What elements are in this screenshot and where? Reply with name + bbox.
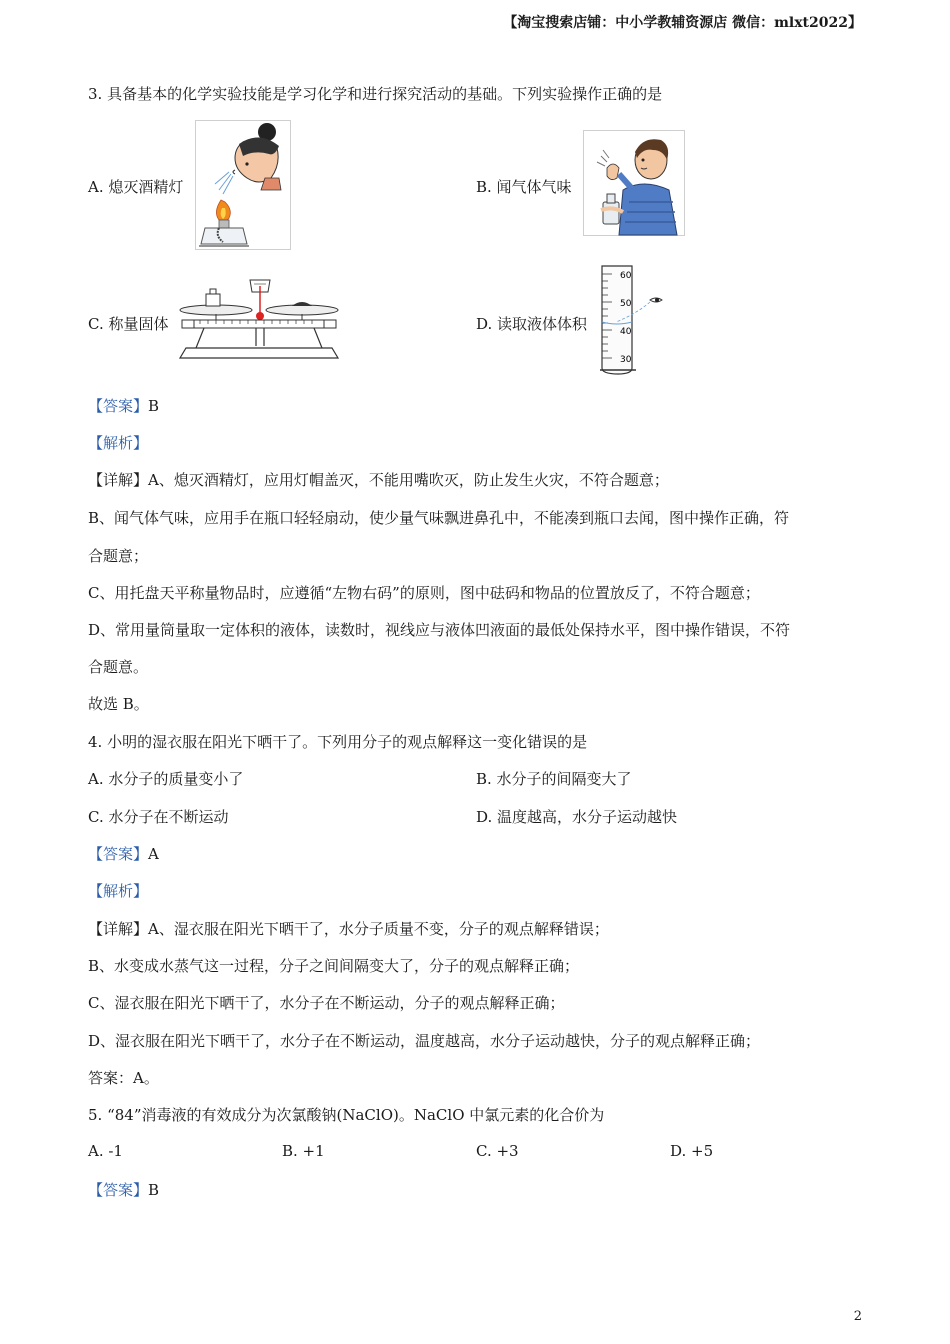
q5-option-c: C. +3 bbox=[476, 1142, 519, 1160]
q3-conclusion: 故选 B。 bbox=[88, 695, 149, 713]
alcohol-lamp-illustration bbox=[195, 120, 291, 250]
q3-detail-line-1 bbox=[88, 469, 669, 490]
cylinder-tick-40: 40 bbox=[620, 327, 632, 337]
q3-option-a: A. 熄灭酒精灯 bbox=[88, 178, 184, 196]
q3-explanation-c: C、用托盘天平称量物品时，应遵循“左物右码”的原则，图中砝码和物品的位置放反了，不符合题意； bbox=[88, 584, 760, 602]
q5-option-d: D. +5 bbox=[670, 1142, 714, 1160]
q4-detail-line-1 bbox=[88, 918, 609, 939]
q3-stem: 3. 具备基本的化学实验技能是学习化学和进行探究活动的基础。下列实验操作正确的是 bbox=[88, 85, 663, 103]
q4-answer-row bbox=[88, 843, 159, 864]
q3-option-b: B. 闻气体气味 bbox=[476, 178, 572, 196]
cylinder-tick-50: 50 bbox=[620, 299, 632, 309]
q3-analysis-tag: 【解析】 bbox=[88, 434, 149, 452]
q4-analysis-tag: 【解析】 bbox=[88, 882, 149, 900]
q4-conclusion: 答案：A。 bbox=[88, 1069, 159, 1087]
q4-explanation-c: C、湿衣服在阳光下晒干了，水分子在不断运动，分子的观点解释正确； bbox=[88, 994, 565, 1012]
q3-answer: B bbox=[148, 397, 160, 415]
answer-tag: 【答案】 bbox=[88, 845, 149, 863]
q4-explanation-d: D、湿衣服在阳光下晒干了，水分子在不断运动，温度越高，水分子运动越快，分子的观点解释正确； bbox=[88, 1032, 761, 1050]
q3-explanation-b-cont: 合题意； bbox=[88, 547, 149, 565]
q4-explanation-a: A、湿衣服在阳光下晒干了，水分子质量不变，分子的观点解释错误； bbox=[148, 920, 609, 938]
page-header: 【淘宝搜索店铺：中小学教辅资源店 微信：mlxt2022】 bbox=[503, 15, 862, 31]
cylinder-tick-30: 30 bbox=[620, 355, 632, 365]
answer-tag: 【答案】 bbox=[88, 397, 149, 415]
detail-tag: 【详解】 bbox=[88, 471, 149, 489]
q5-answer-row bbox=[88, 1179, 159, 1200]
q3-option-d: D. 读取液体体积 bbox=[476, 315, 588, 333]
balance-illustration bbox=[176, 276, 342, 362]
detail-tag: 【详解】 bbox=[88, 920, 149, 938]
cylinder-tick-60: 60 bbox=[620, 271, 632, 281]
q3-explanation-b: B、闻气体气味，应用手在瓶口轻轻扇动，使少量气味飘进鼻孔中，不能凑到瓶口去闻，图中操作正确，符 bbox=[88, 509, 790, 527]
q5-answer: B bbox=[148, 1181, 160, 1199]
q4-answer: A bbox=[148, 845, 159, 863]
q4-option-d: D. 温度越高，水分子运动越快 bbox=[476, 808, 678, 826]
q3-explanation-a: A、熄灭酒精灯，应用灯帽盖灭，不能用嘴吹灭，防止发生火灾，不符合题意； bbox=[148, 471, 669, 489]
q4-option-b: B. 水分子的间隔变大了 bbox=[476, 770, 632, 788]
q4-option-a: A. 水分子的质量变小了 bbox=[88, 770, 244, 788]
q4-explanation-b: B、水变成水蒸气这一过程，分子之间间隔变大了，分子的观点解释正确； bbox=[88, 957, 580, 975]
q5-option-b: B. +1 bbox=[282, 1142, 325, 1160]
page-number: 2 bbox=[853, 1309, 862, 1324]
answer-tag: 【答案】 bbox=[88, 1181, 149, 1199]
q3-explanation-d-cont: 合题意。 bbox=[88, 658, 149, 676]
smelling-gas-illustration bbox=[583, 130, 685, 236]
q5-option-a: A. -1 bbox=[88, 1142, 123, 1160]
q4-stem: 4. 小明的湿衣服在阳光下晒干了。下列用分子的观点解释这一变化错误的是 bbox=[88, 733, 588, 751]
q5-stem: 5. “84”消毒液的有效成分为次氯酸钠(NaClO)。NaClO 中氯元素的化合价为 bbox=[88, 1106, 605, 1124]
graduated-cylinder-illustration bbox=[596, 264, 666, 378]
q3-explanation-d: D、常用量筒量取一定体积的液体，读数时，视线应与液体凹液面的最低处保持水平，图中操作错误，不符 bbox=[88, 621, 791, 639]
q4-option-c: C. 水分子在不断运动 bbox=[88, 808, 229, 826]
q3-answer-row bbox=[88, 395, 159, 416]
q3-option-c: C. 称量固体 bbox=[88, 315, 169, 333]
